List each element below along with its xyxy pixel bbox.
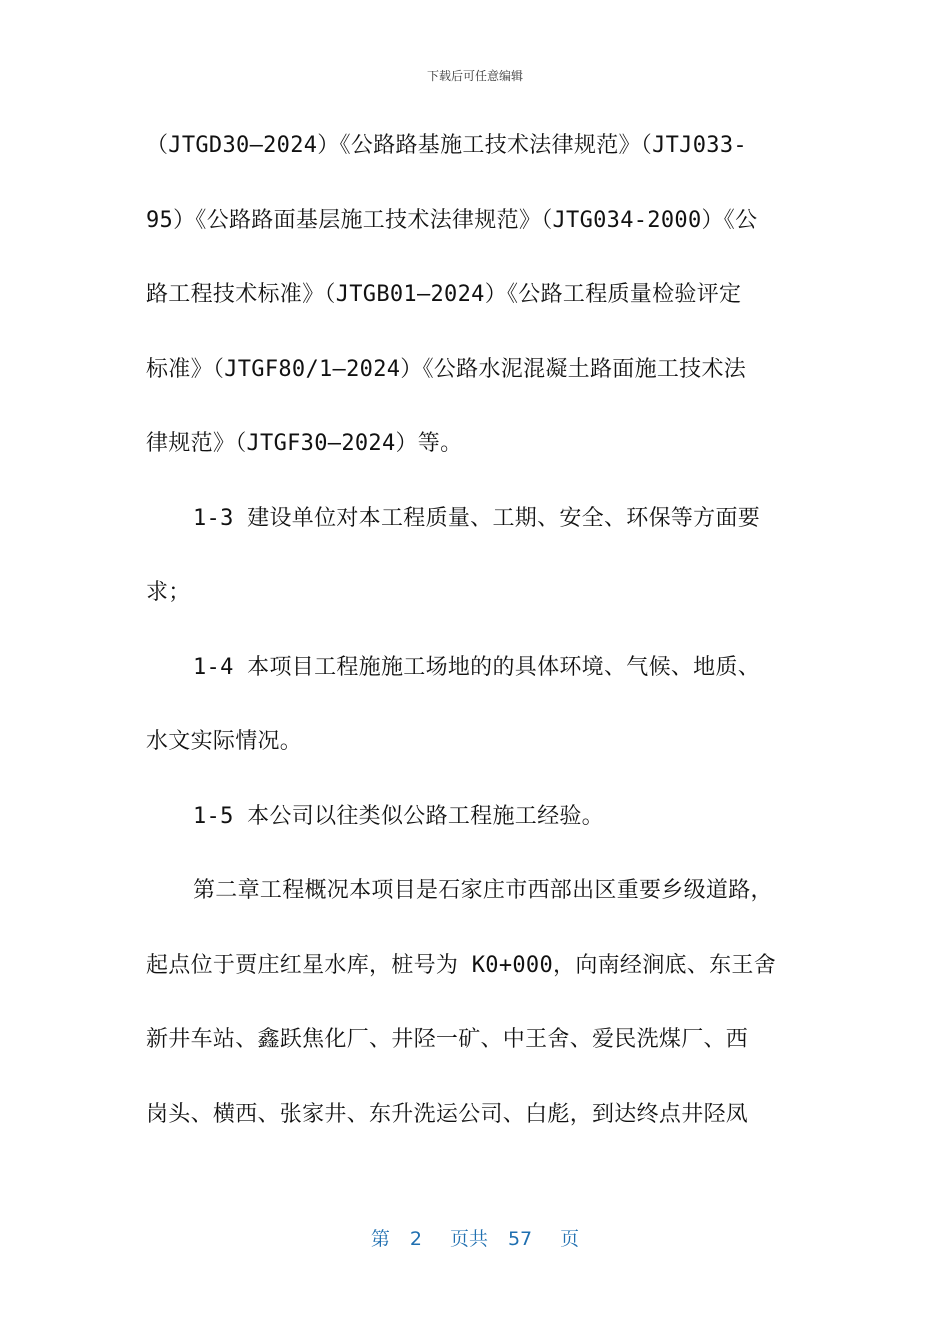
- footer-prefix: 第: [370, 1228, 390, 1250]
- text-line: 1-5 本公司以往类似公路工程施工经验。: [193, 803, 604, 829]
- text-line: 新井车站、鑫跃焦化厂、井陉一矿、中王舍、爱民洗煤厂、西: [146, 1027, 749, 1052]
- text-line: （JTGD30—2024）《公路路基施工技术法律规范》（JTJ033-: [146, 133, 747, 158]
- text-line: 起点位于贾庄红星水库，桩号为 K0+000，向南经涧底、东王舍: [146, 952, 777, 978]
- text-line: 求；: [146, 580, 191, 605]
- document-body: [146, 126, 810, 1169]
- current-page-number: 2: [409, 1228, 422, 1250]
- total-page-count: 57: [507, 1228, 533, 1250]
- footer-suffix: 页: [560, 1228, 580, 1250]
- text-line: 律规范》（JTGF30—2024）等。: [146, 431, 463, 456]
- text-line: 第二章工程概况本项目是石家庄市西部出区重要乡级道路，: [193, 878, 773, 903]
- text-line: 1-3 建设单位对本工程质量、工期、安全、环保等方面要: [193, 505, 761, 531]
- text-line: 标准》（JTGF80/1—2024）《公路水泥混凝土路面施工技术法: [146, 356, 747, 382]
- text-line: 1-4 本项目工程施施工场地的的具体环境、气候、地质、: [193, 654, 761, 680]
- text-line: 路工程技术标准》（JTGB01—2024）《公路工程质量检验评定: [146, 282, 742, 307]
- text-line: 岗头、横西、张家井、东升洗运公司、白彪，到达终点井陉凤: [146, 1101, 749, 1127]
- page-header: 下载后可任意编辑: [426, 69, 523, 83]
- footer-middle: 页共: [449, 1228, 488, 1250]
- text-line: 95）《公路路面基层施工技术法律规范》（JTG034-2000）《公: [146, 207, 758, 233]
- page-footer: [0, 1224, 950, 1251]
- text-line: 水文实际情况。: [146, 729, 303, 754]
